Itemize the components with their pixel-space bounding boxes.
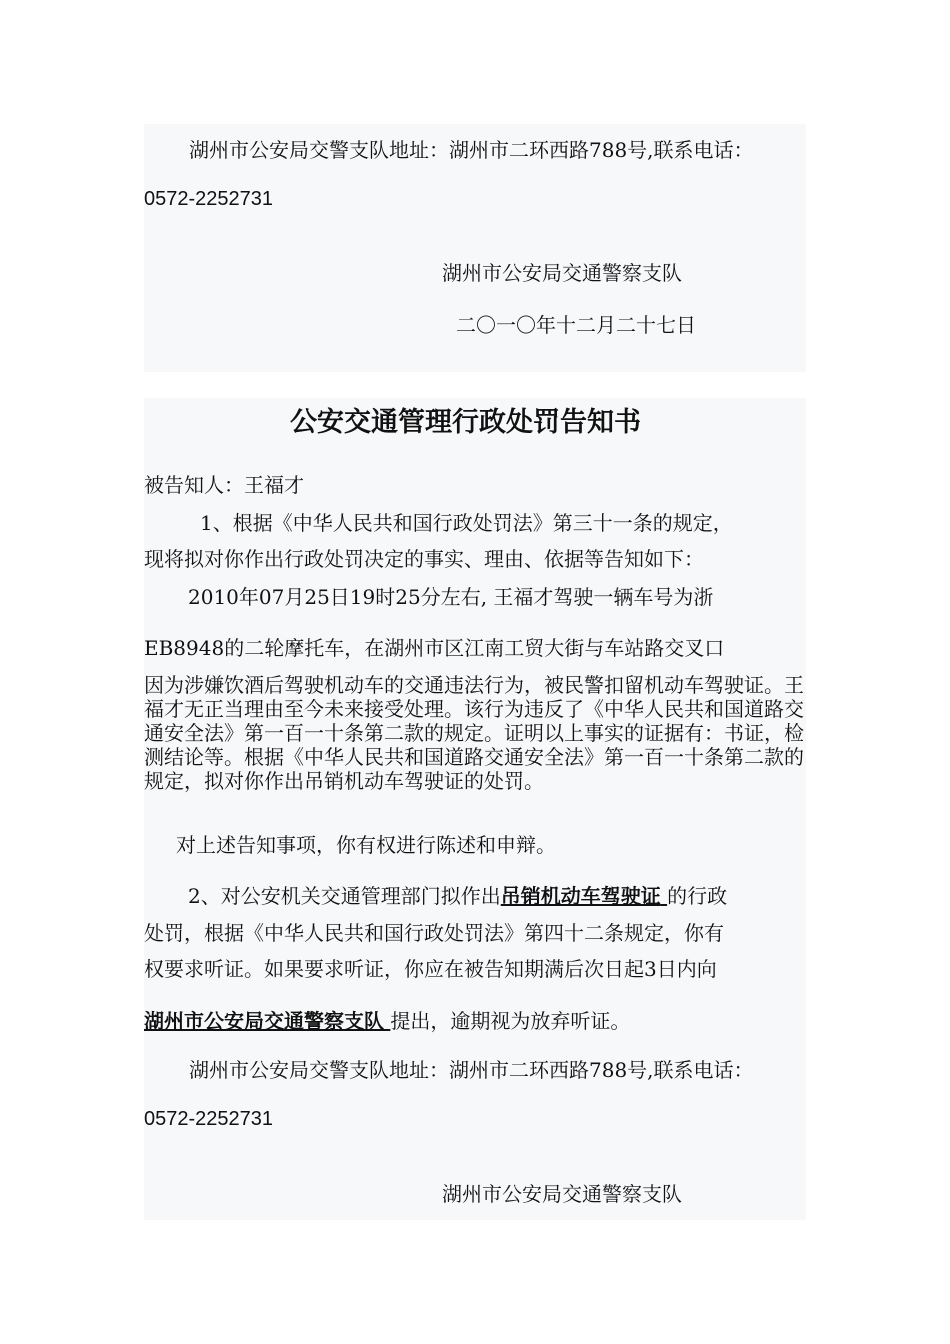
penalty-notice	[144, 398, 806, 1220]
signature-date: 二〇一〇年十二月二十七日	[456, 313, 696, 337]
facts-line2: EB8948的二轮摩托车，在湖州市区江南工贸大街与车站路交叉口	[144, 636, 725, 660]
signature-org: 湖州市公安局交通警察支队	[442, 261, 682, 285]
item2-line4	[144, 1009, 630, 1033]
notice-phone: 0572-2252731	[144, 1108, 274, 1130]
police-address-line: 湖州市公安局交警支队地址：湖州市二环西路788号,联系电话：	[189, 138, 754, 162]
item1-line2: 现将拟对你作出行政处罚决定的事实、理由、依据等告知如下：	[144, 547, 704, 571]
police-phone: 0572-2252731	[144, 188, 274, 210]
item2-line4-suffix: 提出，逾期视为放弃听证。	[390, 1009, 631, 1033]
facts-paragraph: 因为涉嫌饮酒后驾驶机动车的交通违法行为，被民警扣留机动车驾驶证。王福才无正当理由至今未来接受处理。该行为违反了《中华人民共和国道路交通安全法》第一百一十条第二款的规定。证明以上事实的证据有：书证，检测结论等。根据《中华人民共和国道路交通安全法》第一百一十条第二款的规定，拟对你作出吊销机动车驾驶证的处罚。	[144, 673, 804, 793]
item2-org: 湖州市公安局交通警察支队	[144, 1009, 384, 1033]
notice-address-line: 湖州市公安局交警支队地址：湖州市二环西路788号,联系电话：	[189, 1058, 754, 1082]
item2-line3: 权要求听证。如果要求听证，你应在被告知期满后次日起3日内向	[144, 957, 717, 981]
notice-recipient: 被告知人：王福才	[144, 473, 304, 497]
notice-signature-org: 湖州市公安局交通警察支队	[442, 1182, 682, 1206]
item2-suffix: 的行政	[667, 884, 728, 908]
item2-prefix: 2、对公安机关交通管理部门拟作出	[188, 884, 501, 908]
statement-right: 对上述告知事项，你有权进行陈述和申辩。	[176, 833, 556, 857]
item2-line2: 处罚，根据《中华人民共和国行政处罚法》第四十二条规定，你有	[144, 921, 724, 945]
item2-penalty: 吊销机动车驾驶证	[500, 884, 661, 908]
item1-line1: 1、根据《中华人民共和国行政处罚法》第三十一条的规定，	[200, 511, 733, 535]
facts-line1: 2010年07月25日19时25分左右, 王福才驾驶一辆车号为浙	[188, 585, 714, 609]
previous-notice-footer	[144, 124, 806, 372]
notice-title: 公安交通管理行政处罚告知书	[290, 407, 641, 438]
item2-line1	[188, 884, 727, 908]
